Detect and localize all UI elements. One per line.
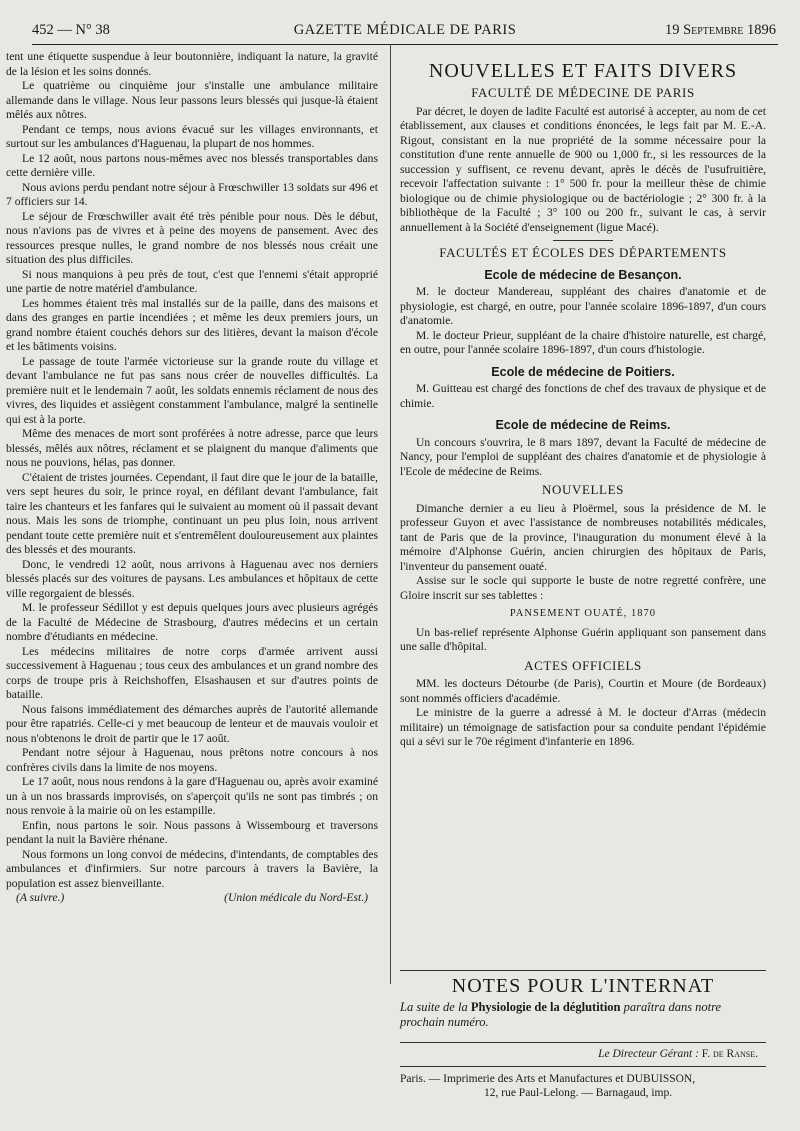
paragraph: M. le professeur Sédillot y est depuis quelques jours avec plusieurs agrégés de la Faculté de Médecine de Strasbourg, d'autres médecins et un certain nombre d'étudiants en médecine. <box>6 601 378 643</box>
notes-text-bold: Physiologie de la déglutition <box>470 1000 621 1014</box>
school-heading: Ecole de médecine de Reims. <box>495 418 671 432</box>
separator <box>553 240 613 241</box>
right-column <box>400 52 766 750</box>
paragraph: Le quatrième ou cinquième jour s'installe une ambulance militaire allemande dans le village. Nous leur passons leurs blessés qui jusque-là étaient mêlés aux nôtres. <box>6 79 378 121</box>
paragraph: Par décret, le doyen de ladite Faculté est autorisé à accepter, au nom de cet établissement, aux clauses et conditions énoncées, le legs fait par M. E.-A. Rigout, consistant en la nue propriété de la somme nécessaire pour la constitution d'une rente annuelle de 900 ou 1,000 fr., si les ressources de la succession y suffisent, ce revenu devant, après le décès de l'usufruitière, recevoir l'affectation suivante : 1° 500 fr. pour la meilleur thèse de chimie biologique ou de chimie physiologique ou de bactériologie ; 2° 300 fr. à la bibliothèque de la Faculté ; 3° 100 ou 200 fr., suivant le cas, à servir annuellement à la Société d'enseignement (ligue Macé). <box>400 104 766 234</box>
paragraph: Le séjour de Frœschwiller avait été très pénible pour nous. Dès le début, nous n'avions pas de vivres et à peine des moyens de pansement. Avec des ressources presque nulles, le grand nombre de nos blessés nous créait une situation des plus difficiles. <box>6 209 378 266</box>
paragraph: Même des menaces de mort sont proférées à notre adresse, parce que leurs blessés, mêlés aux nôtres, réclament et se plaignent du manque d'aliments que nous ne pouvions, hélas, pas donner. <box>6 427 378 469</box>
left-column <box>6 50 378 906</box>
paragraph: tent une étiquette suspendue à leur boutonnière, indiquant la nature, la gravité de la lésion et les soins donnés. <box>6 50 378 78</box>
paragraph: Les médecins militaires de notre corps d'armée arrivent aussi successivement à Haguenau ; tous ceux des ambulances et un grand nombre des corps de troupe pris à Reichshoffen, Elsashausen et sur d'autres points de bataille. <box>6 644 378 701</box>
printer-rule <box>400 1066 766 1067</box>
paragraph: M. le docteur Mandereau, suppléant des chaires d'anatomie et de physiologie, est chargé, en outre, pour l'année scolaire 1896-1897, d'un cours d'anatomie. <box>400 285 766 327</box>
subsection-title: FACULTÉ DE MÉDECINE DE PARIS <box>471 85 695 100</box>
paragraph: M. Guitteau est chargé des fonctions de chef des travaux de physique et de chimie. <box>400 382 766 410</box>
paragraph: Un bas-relief représente Alphonse Guérin appliquant son pansement dans une salle d'hôpital. <box>400 625 766 653</box>
article-signature <box>6 891 378 906</box>
notes-title: NOTES POUR L'INTERNAT <box>451 975 715 997</box>
paragraph: Nous faisons immédiatement des démarches auprès de l'autorité allemande pour être rapatriés. Celle-ci y met beaucoup de lenteur et de mauvais vouloir et nous n'obtenons le droit de partir que le 17 août. <box>6 702 378 745</box>
paragraph: Le ministre de la guerre a adressé à M. le docteur d'Arras (médecin militaire) un témoignage de satisfaction pour sa conduite pendant l'épidémie qui a sévi sur le 70e régiment d'infanterie en 1896. <box>400 706 766 748</box>
director-line <box>400 1048 758 1060</box>
paragraph: Si nous manquions à peu près de tout, c'est que l'ennemi s'était approprié une partie de notre matériel d'ambulance. <box>6 267 378 295</box>
paragraph: Nous formons un long convoi de médecins, d'intendants, de comptables des ambulances et d'infirmiers. Sur notre parcours à travers la Bavière, la population est assez bienveillante. <box>6 847 378 890</box>
column-divider <box>390 44 391 984</box>
subsection-title: NOUVELLES <box>542 482 624 497</box>
director-name: F. de Ranse. <box>701 1048 758 1060</box>
paragraph: Donc, le vendredi 12 août, nous arrivons à Haguenau avec nos derniers blessés placés sur des voitures de paysans. Les ambulances et hôpitaux de cette ville regorgaient de blessés. <box>6 557 378 600</box>
paragraph: Assise sur le socle qui supporte le buste de notre regretté confrère, une Gloire inscrit sur ses tablettes : <box>400 574 766 602</box>
inscription-quote: PANSEMENT OUATÉ, 1870 <box>509 608 657 619</box>
article-source: (Union médicale du Nord-Est.) <box>224 891 368 904</box>
paragraph: MM. les docteurs Détourbe (de Paris), Courtin et Moure (de Bordeaux) sont nommés officiers d'académie. <box>400 677 766 705</box>
paragraph: Nous avions perdu pendant notre séjour à Frœschwiller 13 soldats sur 496 et 7 officiers sur 14. <box>6 180 378 208</box>
printer-line-2: 12, rue Paul-Lelong. — Barnagaud, imp. <box>484 1087 673 1099</box>
notes-text-before: La suite de la <box>400 1000 471 1014</box>
paragraph: Le passage de toute l'armée victorieuse sur la grande route du village et devant l'ambulance ne fut pas sans nous créer de nouvelles difficultés. La première nuit et le lendemain 7 août, les soldats ennemis réclament de nous des vivres, des liquides et assiègent constamment l'ambulance, malgré la sentinelle qui est à la porte. <box>6 354 378 426</box>
issue-date: 19 Septembre 1896 <box>664 22 776 38</box>
paragraph: Le 12 août, nous partons nous-mêmes avec nos blessés transportables dans cette dernière ville. <box>6 151 378 179</box>
paragraph: M. le docteur Prieur, suppléant de la chaire d'histoire naturelle, est chargé, en outre, pour l'année scolaire 1896-1897, d'un cours d'histologie. <box>400 328 766 356</box>
subsection-title: ACTES OFFICIELS <box>524 657 642 673</box>
footer-rule <box>400 1042 766 1043</box>
page-number: 452 — N° 38 <box>32 22 110 38</box>
subsection-title: FACULTÉS ET ÉCOLES DES DÉPARTEMENTS <box>439 245 727 260</box>
paragraph: C'étaient de tristes journées. Cependant, il faut dire que le jour de la bataille, vers sept heures du soir, le prince royal, en défilant devant l'ambulance, fait taire les chanteurs et les fanfares qui le suivaient au moment où il passait devant nous. Mais les sons de triomphe, continuant un peu plus loin, nous arrivent pendant toute cette première nuit et s'entremêlent douloureusement aux plaintes des blessés et des mourants. <box>6 470 378 556</box>
paragraph: Les hommes étaient très mal installés sur de la paille, dans des maisons et dans des granges en partie incendiées ; et même les deux premiers jours, un grand nombre étaient couchés dehors sur des litières, devant la maison d'école et les bâtiments voisins. <box>6 296 378 353</box>
printer-line-1: Paris. — Imprimerie des Arts et Manufactures et DUBUISSON, <box>400 1073 696 1085</box>
printer-info <box>400 1072 766 1100</box>
page-header <box>32 18 778 45</box>
section-rule <box>400 970 766 971</box>
paragraph: Dimanche dernier a eu lieu à Ploërmel, sous la présidence de M. le professeur Guyon et avec l'assistance de nombreuses notabilités médicales, tant de Paris que de la province, l'inauguration du monument élevé à la mémoire d'Alphonse Guérin, ancien chirurgien des hôpitaux de Paris, l'inventeur du pansement ouaté. <box>400 501 766 573</box>
director-label: Le Directeur Gérant : <box>598 1048 702 1060</box>
paragraph: Pendant ce temps, nous avions évacué sur les villages environnants, et surtout sur les ambulances d'Haguenau, la plupart de nos hommes. <box>6 122 378 150</box>
notes-text-after: paraîtra dans notre prochain numéro. <box>400 1000 722 1029</box>
paragraph: Un concours s'ouvrira, le 8 mars 1897, devant la Faculté de médecine de Nancy, pour l'emploi de suppléant des chaires d'anatomie et de physiologie à l'Ecole de médecine de Reims. <box>400 435 766 478</box>
journal-title: GAZETTE MÉDICALE DE PARIS <box>293 22 517 38</box>
paragraph: Le 17 août, nous nous rendons à la gare d'Haguenau ou, après avoir examiné un à un nos brassards improvisés, on s'aperçoit qu'ils ne sont pas timbrés ; on nous renvoie à la mairie où on les estampille. <box>6 775 378 817</box>
paragraph: Pendant notre séjour à Haguenau, nous prêtons notre concours à nos confrères civils dans la limite de nos moyens. <box>6 746 378 774</box>
section-title: NOUVELLES ET FAITS DIVERS <box>428 60 738 82</box>
to-be-continued: (A suivre.) <box>16 891 65 904</box>
notes-text <box>400 1000 766 1030</box>
school-heading: Ecole de médecine de Besançon. <box>484 267 682 282</box>
paragraph: Enfin, nous partons le soir. Nous passons à Wissembourg et traversons pendant la nuit la Bavière rhénane. <box>6 818 378 846</box>
school-heading: Ecole de médecine de Poitiers. <box>491 364 675 379</box>
